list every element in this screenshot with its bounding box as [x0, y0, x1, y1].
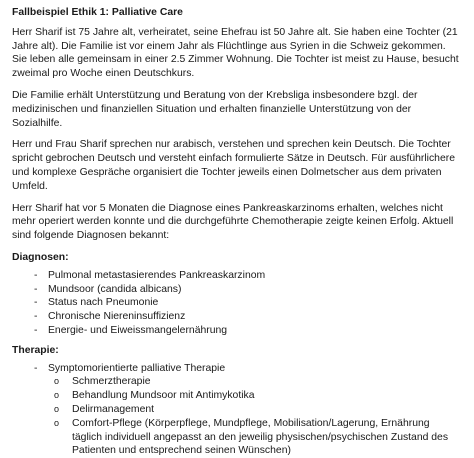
therapy-sublist: [48, 375, 460, 458]
list-item: o Delirmanagement: [48, 403, 460, 417]
document-title: Fallbeispiel Ethik 1: Palliative Care: [12, 7, 183, 18]
paragraph-support: Die Familie erhält Unterstützung und Beratung von der Krebsliga insbesondere bzgl. der medizinischen und finanziellen Situation und erhalten finanzielle Unterstützung von der Sozialhilfe.: [12, 89, 418, 129]
therapy-list: [12, 362, 460, 458]
diagnoses-heading: Diagnosen:: [12, 251, 69, 263]
paragraph-language: Herr und Frau Sharif sprechen nur arabisch, verstehen und sprechen kein Deutsch. Die Tochter spricht gebrochen Deutsch und versteht einfach formulierte Sätze in Deutsch. Für ausführlichere und komplexe Gespräche organisiert die Tochter jeweils einen Dolmetscher aus dem privaten Umfeld.: [12, 139, 455, 192]
therapy-heading: Therapie:: [12, 344, 59, 356]
list-item: o Schmerztherapie: [48, 375, 460, 389]
list-item: - Energie- und Eiweissmangelernährung: [12, 324, 460, 338]
list-item: - Pulmonal metastasierendes Pankreaskarzinom: [12, 269, 460, 283]
list-item: - Chronische Niereninsuffizienz: [12, 310, 460, 324]
paragraph-diagnosis-intro: Herr Sharif hat vor 5 Monaten die Diagnose eines Pankreaskarzinoms erhalten, welches nicht mehr operiert werden konnte und die durchgeführte Chemotherapie zeigte keinen Erfolg. Aktuell sind folgende Diagnosen bekannt:: [12, 202, 454, 242]
list-item: - Mundsoor (candida albicans): [12, 283, 460, 297]
therapy-main-label: Symptomorientierte palliative Therapie: [48, 362, 226, 374]
therapy-main-item: [12, 362, 460, 458]
list-item: - Status nach Pneumonie: [12, 296, 460, 310]
list-item: o Behandlung Mundsoor mit Antimykotika: [48, 389, 460, 403]
paragraph-family: Herr Sharif ist 75 Jahre alt, verheiratet, seine Ehefrau ist 50 Jahre alt. Sie haben eine Tochter (21 Jahre alt). Die Familie ist vor einem Jahr als Flüchtlinge aus Syrien in die Schweiz gekommen. Sie leben alle gemeinsam in einer 2.5 Zimmer Wohnung. Die Tochter ist meist zu Hause, besucht zweimal pro Woche einen Deutschkurs.: [12, 26, 459, 80]
list-item: o Comfort-Pflege (Körperpflege, Mundpflege, Mobilisation/Lagerung, Ernährung täglich individuell angepasst an den jeweilig physischen/psychischen Zustand des Patienten und entsprechend seinen Wünschen): [48, 417, 460, 458]
diagnoses-list: [12, 269, 460, 338]
